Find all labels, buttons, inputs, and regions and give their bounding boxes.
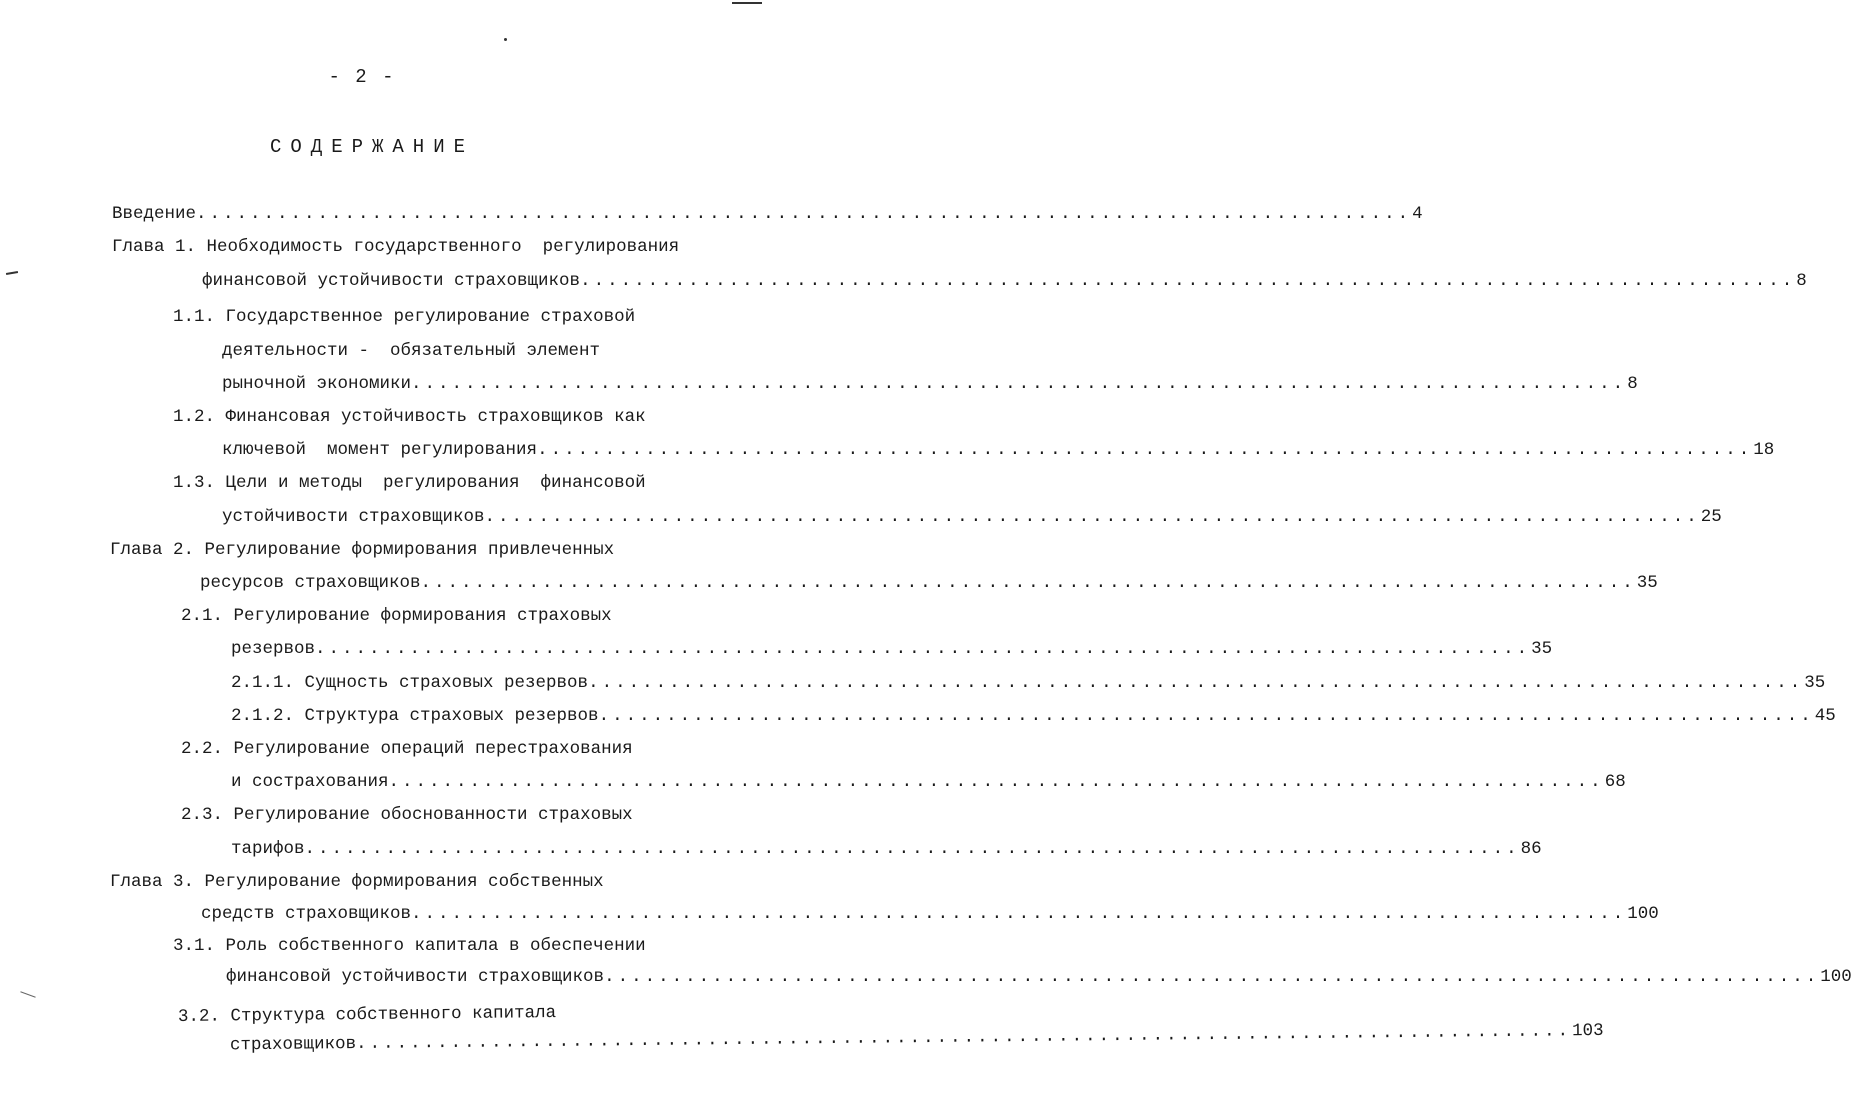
toc-section-3-2-line-1: 3.2. Структура собственного капитала — [177, 1003, 557, 1027]
toc-leader-dots: .......................................................................................... — [411, 374, 1627, 394]
toc-leader-dots: .......................................................................................... — [355, 1021, 1572, 1055]
toc-page-number: 100 — [1820, 967, 1852, 987]
toc-entry-label: 2.1.2. Структура страховых резервов — [231, 706, 599, 726]
toc-page-number: 18 — [1753, 440, 1775, 460]
toc-entry-label: средств страховщиков — [201, 904, 412, 924]
toc-page-number: 86 — [1520, 839, 1542, 859]
toc-chapter-3-line-1: Глава 3. Регулирование формирования собственных — [110, 872, 604, 892]
toc-leader-dots: .......................................................................................... — [484, 507, 1700, 527]
toc-entry-label: финансовой устойчивости страховщиков — [202, 271, 581, 291]
toc-section-1-2 — [222, 439, 1775, 461]
toc-section-1-3 — [222, 506, 1722, 528]
scan-mark — [20, 991, 35, 997]
toc-leader-dots: .......................................................................................... — [196, 204, 1412, 224]
toc-chapter-2 — [200, 572, 1658, 594]
toc-entry-introduction — [112, 203, 1423, 225]
toc-entry-label: и сострахования — [231, 772, 389, 792]
toc-page-number: 35 — [1804, 673, 1826, 693]
toc-subsection-2-1-1 — [231, 672, 1826, 694]
toc-section-2-2 — [231, 771, 1626, 793]
page-number: - 2 - — [328, 66, 396, 88]
toc-page-number: 35 — [1531, 639, 1553, 659]
toc-page-number: 25 — [1700, 507, 1722, 527]
toc-page-number: 100 — [1627, 904, 1659, 924]
toc-section-1-2-line-1: 1.2. Финансовая устойчивость страховщиков как — [173, 407, 646, 427]
toc-section-2-1 — [231, 638, 1553, 660]
toc-section-2-3-line-1: 2.3. Регулирование обоснованности страховых — [181, 805, 633, 825]
toc-leader-dots: .......................................................................................... — [411, 904, 1627, 924]
toc-leader-dots: .......................................................................................... — [588, 673, 1804, 693]
toc-chapter-1-line-1: Глава 1. Необходимость государственного регулирования — [112, 237, 680, 257]
toc-section-1-3-line-1: 1.3. Цели и методы регулирования финансовой — [173, 473, 646, 493]
toc-section-1-1-line-1: 1.1. Государственное регулирование страховой — [173, 307, 636, 327]
toc-leader-dots: .......................................................................................... — [580, 271, 1796, 291]
toc-chapter-2-line-1: Глава 2. Регулирование формирования привлеченных — [110, 540, 615, 560]
toc-entry-label: ресурсов страховщиков — [200, 573, 421, 593]
toc-page-number: 68 — [1604, 772, 1626, 792]
toc-page-number: 8 — [1627, 374, 1638, 394]
scan-mark — [732, 2, 762, 4]
toc-entry-label: ключевой момент регулирования — [222, 440, 538, 460]
toc-subsection-2-1-2 — [231, 705, 1836, 727]
toc-section-2-3 — [231, 838, 1542, 860]
toc-section-3-1 — [226, 966, 1852, 988]
toc-page-number: 4 — [1412, 204, 1423, 224]
toc-page-number: 35 — [1636, 573, 1658, 593]
scan-mark — [6, 271, 18, 275]
toc-leader-dots: .......................................................................................... — [388, 772, 1604, 792]
toc-entry-label: тарифов — [231, 839, 305, 859]
toc-section-2-1-line-1: 2.1. Регулирование формирования страховых — [181, 606, 612, 626]
document-title: СОДЕРЖАНИЕ — [269, 136, 475, 158]
toc-entry-label: финансовой устойчивости страховщиков — [226, 967, 605, 987]
toc-entry-label: Введение — [112, 204, 197, 224]
toc-leader-dots: .......................................................................................... — [315, 639, 1531, 659]
toc-chapter-1 — [202, 270, 1807, 292]
toc-chapter-3 — [201, 903, 1659, 925]
toc-entry-label: резервов — [231, 639, 316, 659]
toc-section-3-1-line-1: 3.1. Роль собственного капитала в обеспечении — [173, 936, 646, 956]
toc-section-3-2 — [229, 1020, 1604, 1057]
toc-leader-dots: .......................................................................................... — [598, 706, 1814, 726]
toc-section-2-2-line-1: 2.2. Регулирование операций перестрахования — [181, 739, 633, 759]
toc-leader-dots: .......................................................................................... — [420, 573, 1636, 593]
toc-entry-label: рыночной экономики — [222, 374, 412, 394]
toc-entry-label: страховщиков — [229, 1034, 357, 1056]
toc-section-1-1-line-2: деятельности - обязательный элемент — [222, 341, 601, 361]
toc-leader-dots: .......................................................................................... — [304, 839, 1520, 859]
toc-entry-label: устойчивости страховщиков — [222, 507, 485, 527]
toc-leader-dots: .......................................................................................... — [537, 440, 1753, 460]
toc-page-number: 8 — [1796, 271, 1807, 291]
toc-leader-dots: .......................................................................................... — [604, 967, 1820, 987]
toc-entry-label: 2.1.1. Сущность страховых резервов — [231, 673, 589, 693]
toc-section-1-1 — [222, 373, 1638, 395]
scan-mark — [504, 38, 507, 41]
toc-page-number: 103 — [1572, 1020, 1604, 1042]
toc-page-number: 45 — [1814, 706, 1836, 726]
